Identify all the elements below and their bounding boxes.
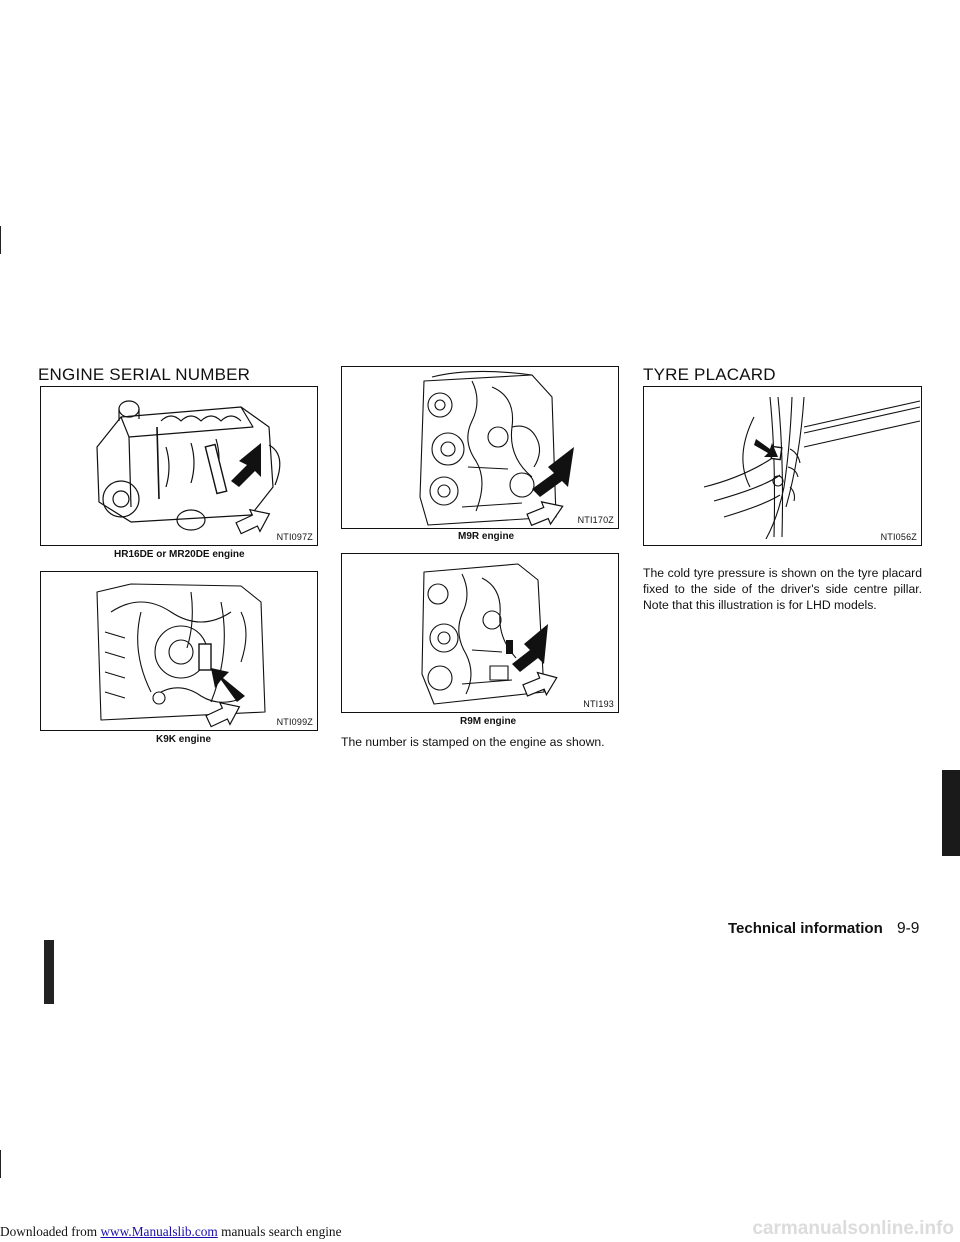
- engine-serial-number-body: The number is stamped on the engine as shown.: [341, 735, 605, 749]
- chapter-tab: [942, 770, 960, 856]
- engine-illustration-icon: [342, 554, 619, 713]
- engine-illustration-icon: [41, 387, 318, 546]
- manualslib-link[interactable]: www.Manualslib.com: [100, 1224, 218, 1239]
- figure-m9r-engine: [341, 366, 619, 529]
- tyre-placard-body: The cold tyre pressure is shown on the tyre placard fixed to the side of the driver's side centre pillar. Note that this illustration is for LHD models.: [643, 566, 922, 612]
- download-bar: [0, 1224, 341, 1240]
- download-prefix: Downloaded from: [0, 1224, 98, 1239]
- figure-code: NTI097Z: [276, 532, 313, 542]
- pillar-illustration-icon: [644, 387, 922, 546]
- footer-page-number: 9-9: [897, 920, 920, 937]
- crop-mark-bottom-left: [0, 1150, 1, 1178]
- engine-serial-number-heading: ENGINE SERIAL NUMBER: [38, 365, 251, 384]
- figure-code: NTI099Z: [276, 717, 313, 727]
- engine-illustration-icon: [41, 572, 318, 731]
- engine-illustration-icon: [342, 367, 619, 529]
- footer-section-title: Technical information: [728, 920, 883, 937]
- caption-k9k: K9K engine: [156, 734, 212, 745]
- figure-code: NTI170Z: [577, 515, 614, 525]
- figure-hr16de-engine: [40, 386, 318, 546]
- tyre-placard-heading: TYRE PLACARD: [643, 365, 776, 384]
- figure-r9m-engine: [341, 553, 619, 713]
- figure-code: NTI193: [583, 699, 614, 709]
- download-suffix: manuals search engine: [221, 1224, 342, 1239]
- caption-m9r: M9R engine: [458, 531, 515, 542]
- bottom-left-bar: [44, 940, 54, 1004]
- watermark: carmanualsonline.info: [752, 1218, 954, 1239]
- caption-hr16de: HR16DE or MR20DE engine: [114, 549, 245, 560]
- caption-r9m: R9M engine: [460, 716, 517, 727]
- figure-code: NTI056Z: [880, 532, 917, 542]
- crop-mark-top-left: [0, 226, 1, 254]
- figure-tyre-placard: [643, 386, 922, 546]
- figure-k9k-engine: [40, 571, 318, 731]
